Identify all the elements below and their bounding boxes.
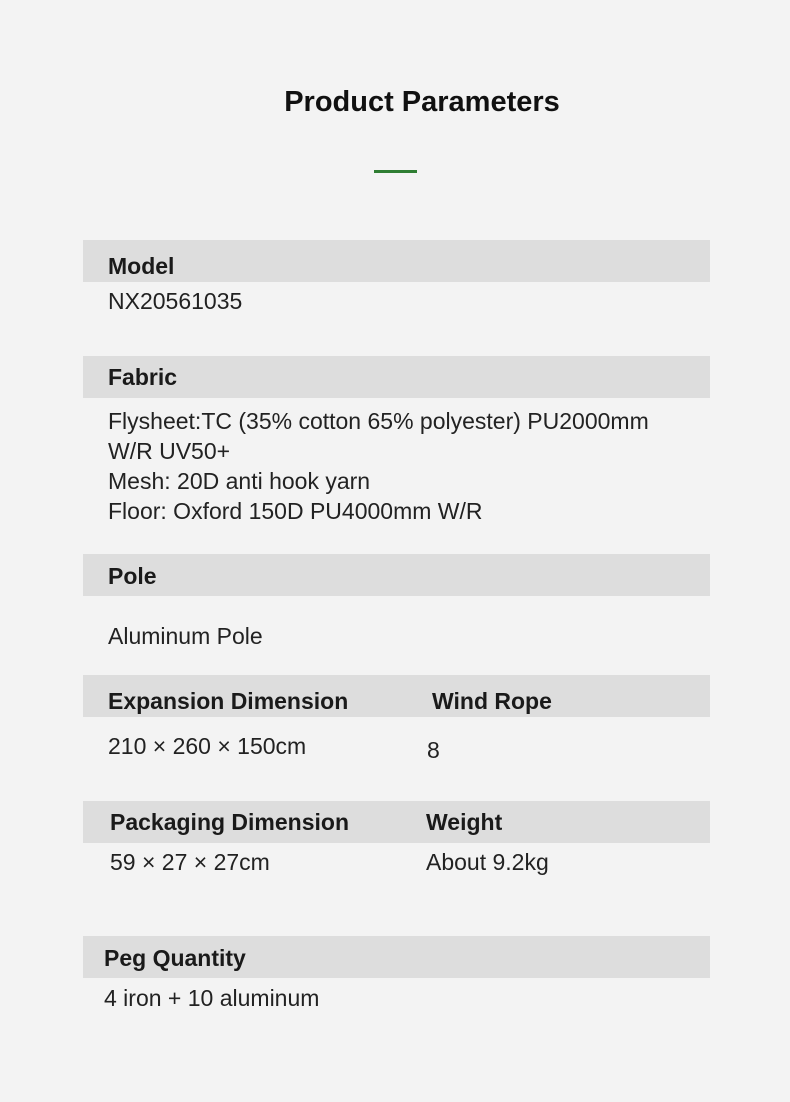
fabric-line-2: W/R UV50+	[108, 438, 231, 464]
fabric-line-3: Mesh: 20D anti hook yarn	[108, 468, 371, 494]
model-value: NX20561035	[108, 288, 243, 314]
pegs-value: 4 iron + 10 aluminum	[104, 985, 320, 1011]
weight-value: About 9.2kg	[426, 849, 549, 875]
fabric-line-4: Floor: Oxford 150D PU4000mm W/R	[108, 498, 483, 524]
fabric-line-1: Flysheet:TC (35% cotton 65% polyester) PU2000mm	[108, 408, 649, 434]
pole-label: Pole	[108, 563, 157, 589]
expansion-value: 210 × 260 × 150cm	[108, 733, 307, 759]
wind-rope-value: 8	[427, 737, 440, 763]
fabric-label: Fabric	[108, 364, 178, 390]
model-label: Model	[108, 253, 175, 279]
fabric-header-band	[83, 356, 710, 398]
title-underline	[374, 170, 417, 173]
pegs-label: Peg Quantity	[104, 945, 246, 971]
pole-header-band	[83, 554, 710, 596]
packaging-value: 59 × 27 × 27cm	[110, 849, 270, 875]
wind-rope-label: Wind Rope	[432, 688, 552, 714]
packaging-label: Packaging Dimension	[110, 809, 350, 835]
pole-value: Aluminum Pole	[108, 623, 263, 649]
model-header-band	[83, 240, 710, 282]
weight-label: Weight	[426, 809, 503, 835]
page-title: Product Parameters	[284, 86, 560, 118]
expansion-label: Expansion Dimension	[108, 688, 349, 714]
